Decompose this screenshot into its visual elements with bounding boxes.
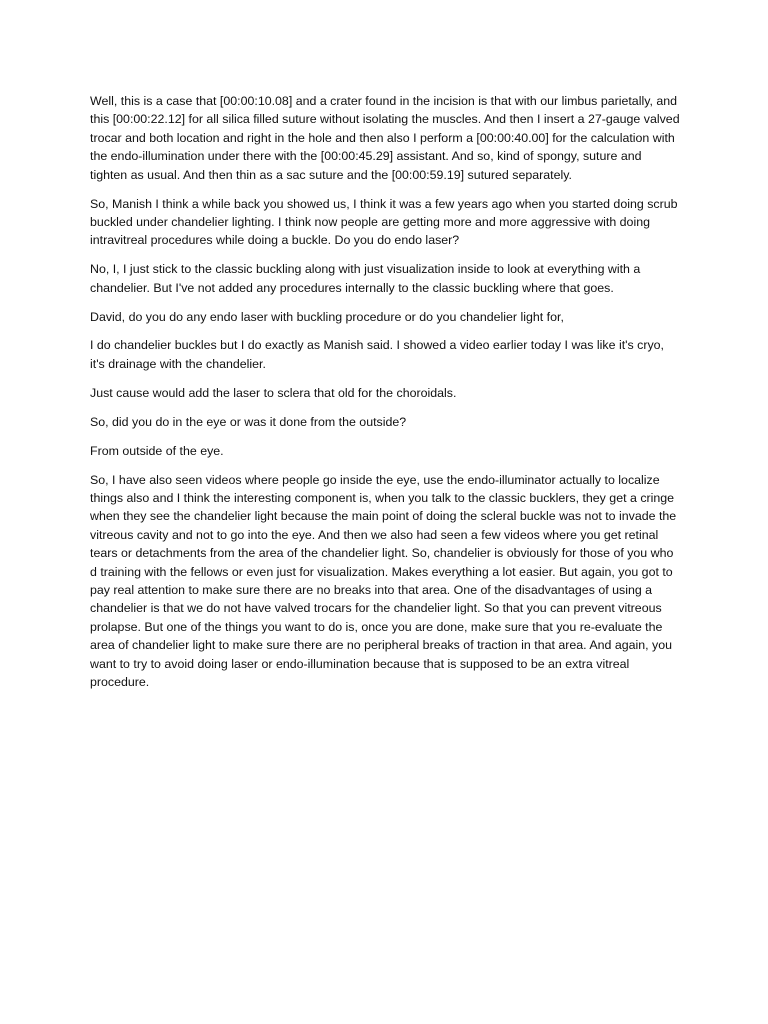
paragraph-2: So, Manish I think a while back you showed us, I think it was a few years ago when you started doing scrub buckled under chandelier lighting. I think now people are getting more and more aggressive with doing intravitreal procedures while doing a buckle. Do you do endo laser? (90, 196, 678, 248)
paragraph-3: No, I, I just stick to the classic buckling along with just visualization inside to look at everything with a chandelier. But I've not added any procedures internally to the classic buckling where that goes. (90, 262, 641, 295)
paragraph-8: From outside of the eye. (90, 443, 224, 458)
paragraph-7: So, did you do in the eye or was it done from the outside? (90, 414, 407, 429)
paragraph-1: Well, this is a case that [00:00:10.08] and a crater found in the incision is that with our limbus parietally, and this [00:00:22.12] for all silica filled suture without isolating the muscles. And then I insert a 27-gauge valved trocar and both location and right in the hole and then also I perform a [00:00:40.00] for the calculation with the endo-illumination under there with the [00:00:45.29] assistant. And so, kind of spongy, suture and tighten as usual. And then thin as a sac suture and the [00:00:59.19] sutured separately. (90, 94, 680, 182)
paragraph-9: So, I have also seen videos where people go inside the eye, use the endo-illuminator actually to localize things also and I think the interesting component is, when you talk to the classic bucklers, they get a cringe when they see the chandelier light because the main point of doing the scleral buckle was not to invade the vitreous cavity and not to go into the eye. And then we also had seen a few videos where you get retinal tears or detachments from the area of the chandelier light. So, chandelier is obviously for those of you who d training with the fellows or even just for visualization. Makes everything a lot easier. But again, you got to pay real attention to make sure there are no breaks into that area. One of the disadvantages of using a chandelier is that we do not have valved trocars for the chandelier light. So that you can prevent vitreous prolapse. But one of the things you want to do is, once you are done, make sure that you re-evaluate the area of chandelier light to make sure there are no peripheral breaks of traction in that area. And again, you want to try to avoid doing laser or endo-illumination because that is supposed to be an extra vitreal procedure. (90, 472, 677, 689)
paragraph-5: I do chandelier buckles but I do exactly as Manish said. I showed a video earlier today I was like it's cryo, it's drainage with the chandelier. (90, 338, 664, 371)
document-page (90, 92, 680, 702)
paragraph-4: David, do you do any endo laser with buckling procedure or do you chandelier light for, (90, 309, 564, 324)
paragraph-6: Just cause would add the laser to sclera that old for the choroidals. (90, 385, 457, 400)
